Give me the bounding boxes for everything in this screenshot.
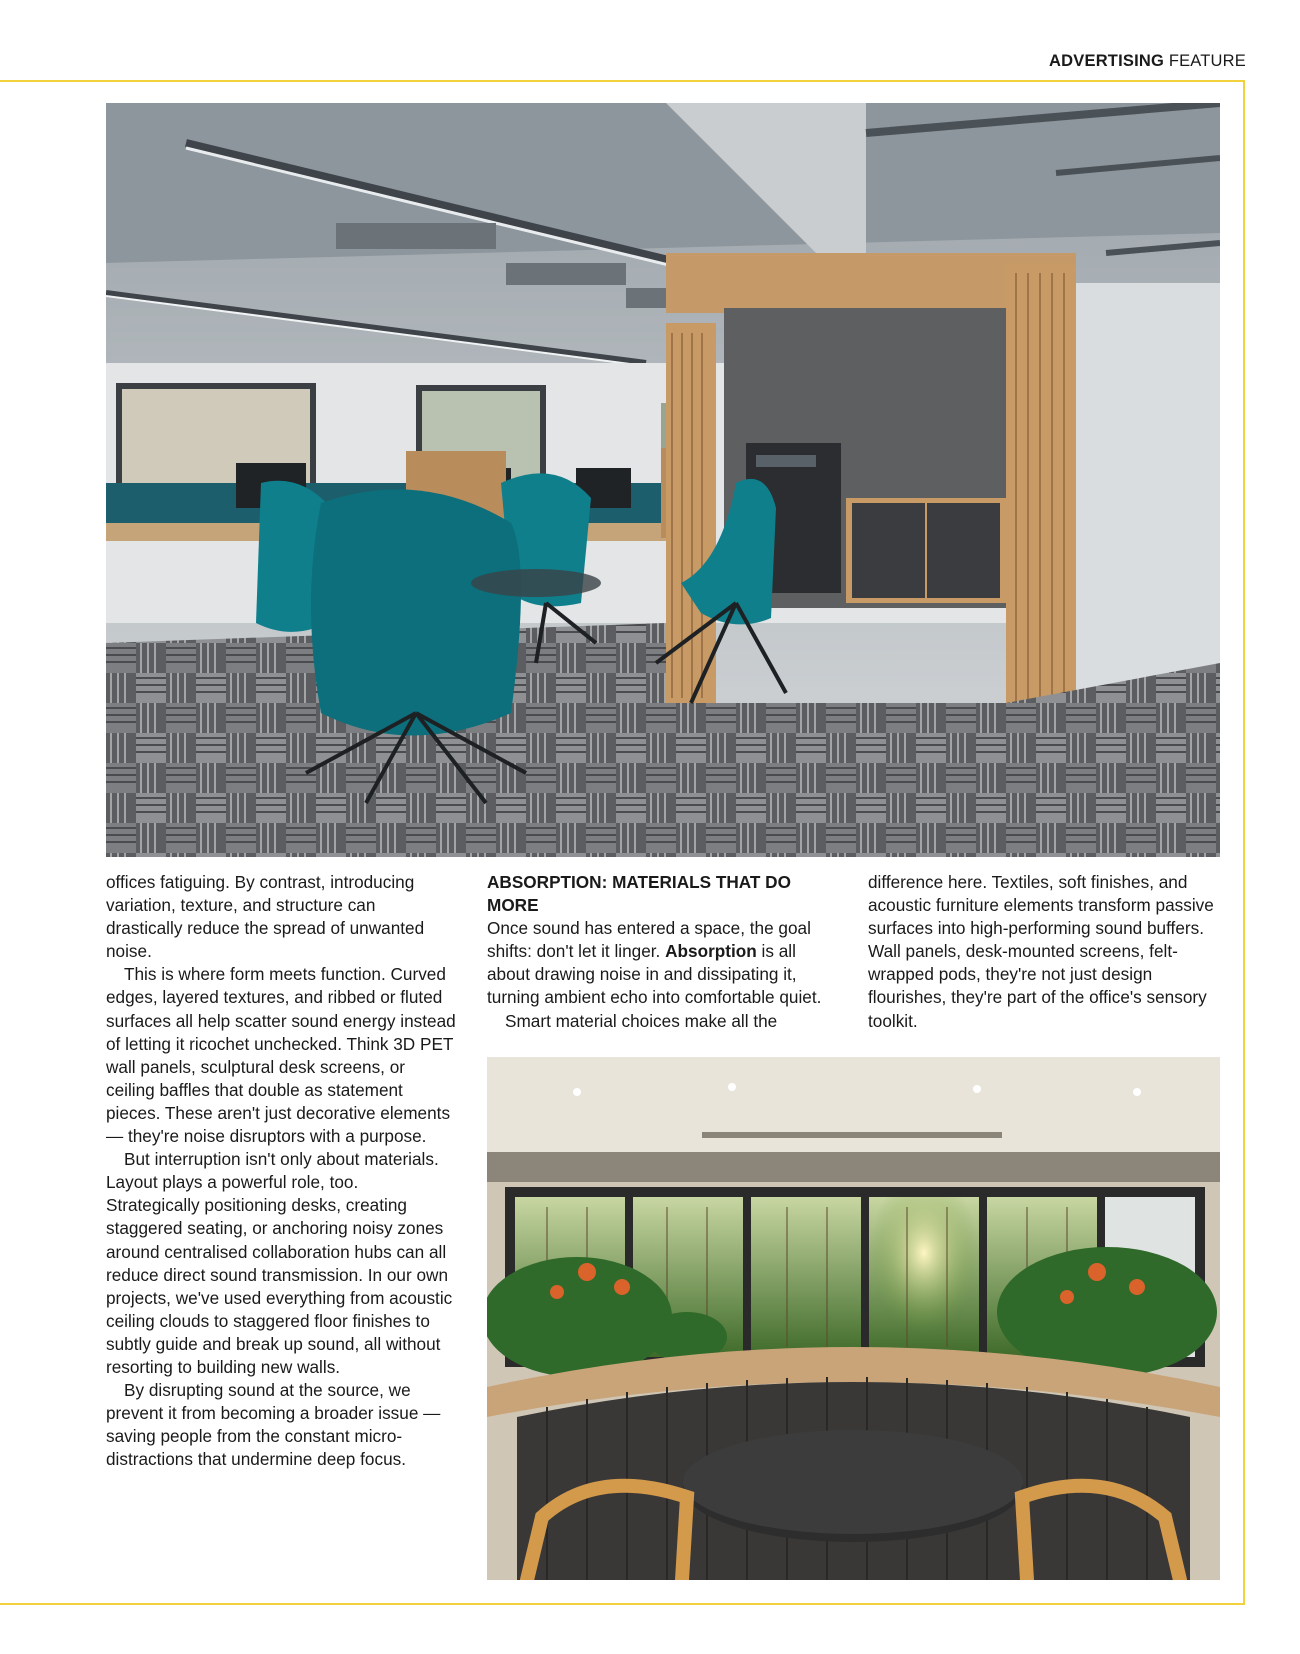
paragraph: offices fatiguing. By contrast, introducing variation, texture, and structure can drastically reduce the spread of unwanted noise. <box>106 872 425 962</box>
frame-line-bottom <box>0 1603 1245 1605</box>
frame-line-right <box>1243 80 1245 1605</box>
text-column-middle <box>487 871 837 1033</box>
paragraph: By disrupting sound at the source, we prevent it from becoming a broader issue — saving people from the constant micro-distractions that undermine deep focus. <box>106 1380 441 1470</box>
paragraph <box>487 917 837 1009</box>
paragraph: But interruption isn't only about materials. Layout plays a powerful role, too. Strategically positioning desks, creating staggered seating, or anchoring noisy zones around centralised collaboration hubs can all reduce direct sound transmission. In our own projects, we've used everything from acoustic ceiling clouds to staggered floor finishes to subtly guide and break up sound, all without resorting to building new walls. <box>106 1149 453 1377</box>
paragraph-bold-term: Absorption <box>665 941 757 962</box>
text-column-left <box>106 871 456 1471</box>
paragraph: This is where form meets function. Curved edges, layered textures, and ribbed or fluted surfaces all help scatter sound energy instead of letting it ricochet unchecked. Think 3D PET wall panels, sculptural desk screens, or ceiling baffles that double as statement pieces. These aren't just decorative elements — they're noise disruptors with a purpose. <box>106 964 456 1147</box>
header-bold: ADVERTISING <box>1049 52 1165 70</box>
header-light: FEATURE <box>1168 52 1246 70</box>
frame-line-top <box>0 80 1245 82</box>
section-heading: ABSORPTION: MATERIALS THAT DO MORE <box>487 872 791 916</box>
paragraph: Smart material choices make all the <box>505 1010 778 1031</box>
paragraph-text: Once sound has entered a space, the goal shifts: don't let it linger. <box>487 918 811 962</box>
paragraph-text: is all about drawing noise in and dissipating it, turning ambient echo into comfortable quiet. <box>487 941 822 1008</box>
office-lounge-photo <box>106 103 1220 857</box>
text-column-right <box>868 871 1218 1033</box>
section-header <box>1049 52 1246 71</box>
booth-seating-photo <box>487 1057 1220 1580</box>
paragraph: difference here. Textiles, soft finishes, and acoustic furniture elements transform passive surfaces into high-performing sound buffers. Wall panels, desk-mounted screens, felt-wrapped pods, they're not just design flourishes, they're part of the office's sensory toolkit. <box>868 872 1214 1031</box>
